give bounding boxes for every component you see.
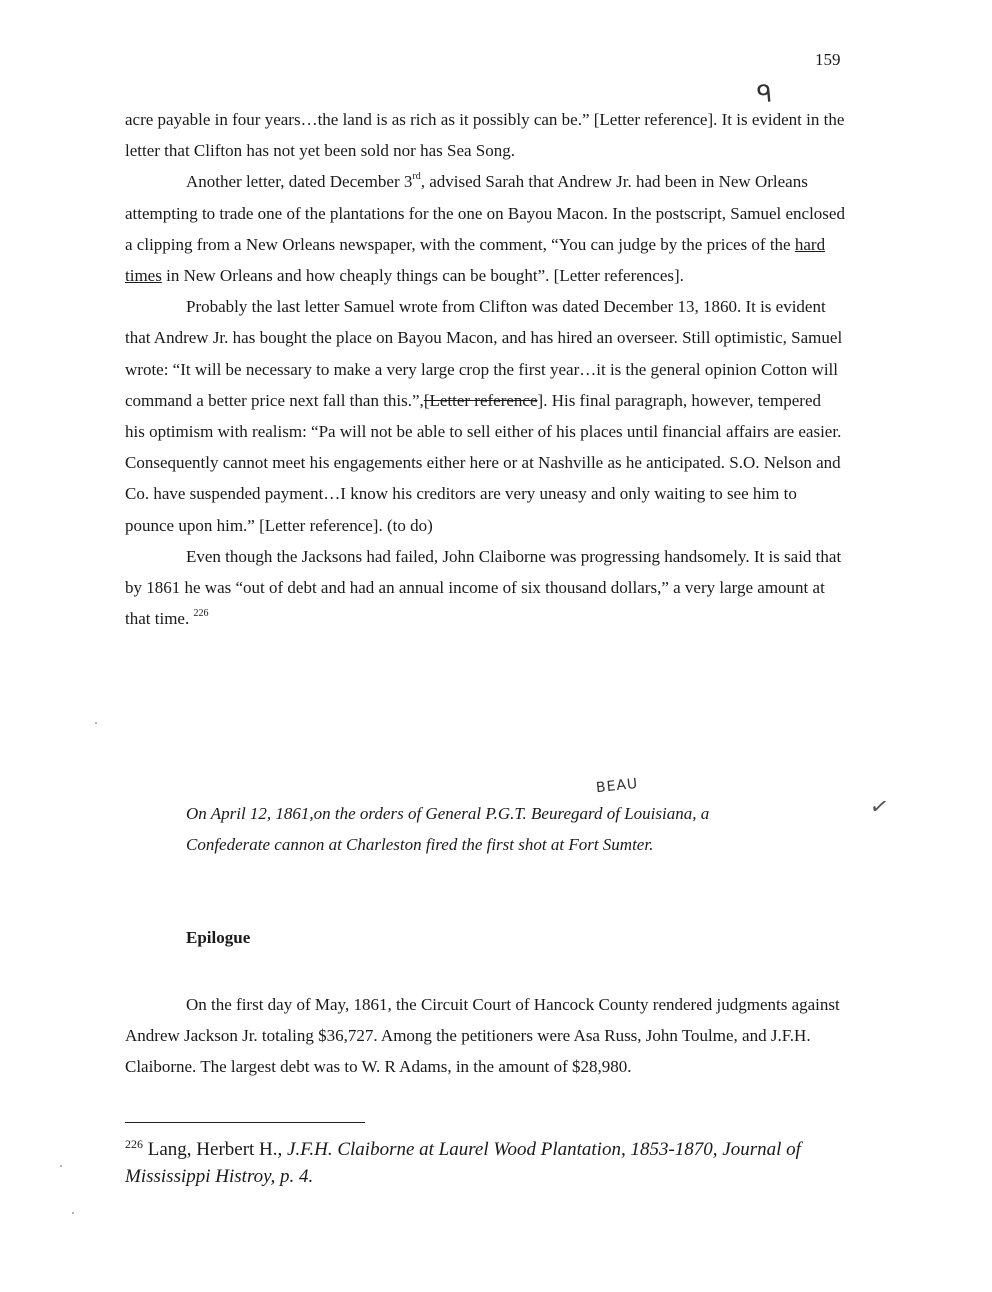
underlined-text: hard times <box>125 234 826 286</box>
scan-speck <box>60 1165 62 1167</box>
text-span: , advised Sarah that Andrew Jr. had been in New Orleans attempting to trade one of the plantations for the one on Bayou Macon. In the postscript, Samuel enclosed a clipping from a New Orleans newspaper, with the comment, “You can judge by the prices of the <box>125 172 845 254</box>
text-span: ]. His final paragraph, however, tempered his optimism with realism: “Pa will not be able to sell either of his places until financial affairs are easier. Consequently cannot meet his engagements either here or at Nashville as he anticipated. S.O. Nelson and Co. have suspended payment…I know his creditors are very uneasy and only waiting to see him to pounce upon him.” [Letter reference]. (to do) <box>125 390 842 535</box>
footnote-reference: 226 <box>193 607 209 619</box>
scan-speck <box>72 1212 74 1214</box>
check-mark-icon: ✓ <box>867 793 891 822</box>
paragraph-4 <box>125 541 845 635</box>
footnote-divider <box>125 1122 365 1123</box>
quote-line-2: Confederate cannon at Charleston fired the first shot at Fort Sumter. <box>186 835 654 854</box>
paragraph-2 <box>125 166 845 291</box>
handwritten-note: BEAU <box>595 775 640 797</box>
paragraph-3 <box>125 291 845 541</box>
footnote-title: J.F.H. Claiborne at Laurel Wood Plantation, 1853-1870, Journal of Mississippi Histroy, p. 4. <box>125 1139 801 1187</box>
footnote <box>125 1137 885 1190</box>
epilogue-paragraph: On the first day of May, 1861, the Circuit Court of Hancock County rendered judgments against Andrew Jackson Jr. totaling $36,727. Among the petitioners were Asa Russ, John Toulme, and J.F.H. Claiborne. The largest debt was to W. R Adams, in the amount of $28,980. <box>125 995 840 1077</box>
paragraph-1: acre payable in four years…the land is as rich as it possibly can be.” [Letter reference]. It is evident in the letter that Clifton has not yet been sold nor has Sea Song. <box>125 110 845 161</box>
footnote-author: Lang, Herbert H., <box>143 1139 288 1160</box>
text-span: in New Orleans and how cheaply things can be bought”. [Letter references]. <box>161 266 684 286</box>
epilogue-text <box>125 989 845 1083</box>
page-number: 159 <box>815 50 841 69</box>
superscript: rd <box>412 170 421 182</box>
scan-speck <box>95 722 97 724</box>
quote-block <box>186 798 846 860</box>
body-text <box>125 104 845 634</box>
text-span: Even though the Jacksons had failed, John Claiborne was progressing handsomely. It is said that by 1861 he was “out of debt and had an annual income of six thousand dollars,” a very large amount at that time. <box>125 546 842 629</box>
quote-line-1: On April 12, 1861,on the orders of General P.G.T. Beuregard of Louisiana, a <box>186 804 710 823</box>
handwritten-mark: ᑫ <box>755 79 774 109</box>
text-span: Probably the last letter Samuel wrote from Clifton was dated December 13, 1860. It is evident that Andrew Jr. has bought the place on Bayou Macon, and has hired an overseer. Still optimistic, Samuel wrote: “It will be necessary to make a very large crop the first year…it is the general opinion Cotton will command a better price next fall than this.”, <box>125 297 843 410</box>
text-span: Another letter, dated December 3 <box>186 172 413 192</box>
epilogue-heading: Epilogue <box>186 928 251 947</box>
struck-text: [Letter reference <box>423 390 538 410</box>
footnote-number: 226 <box>125 1137 143 1151</box>
